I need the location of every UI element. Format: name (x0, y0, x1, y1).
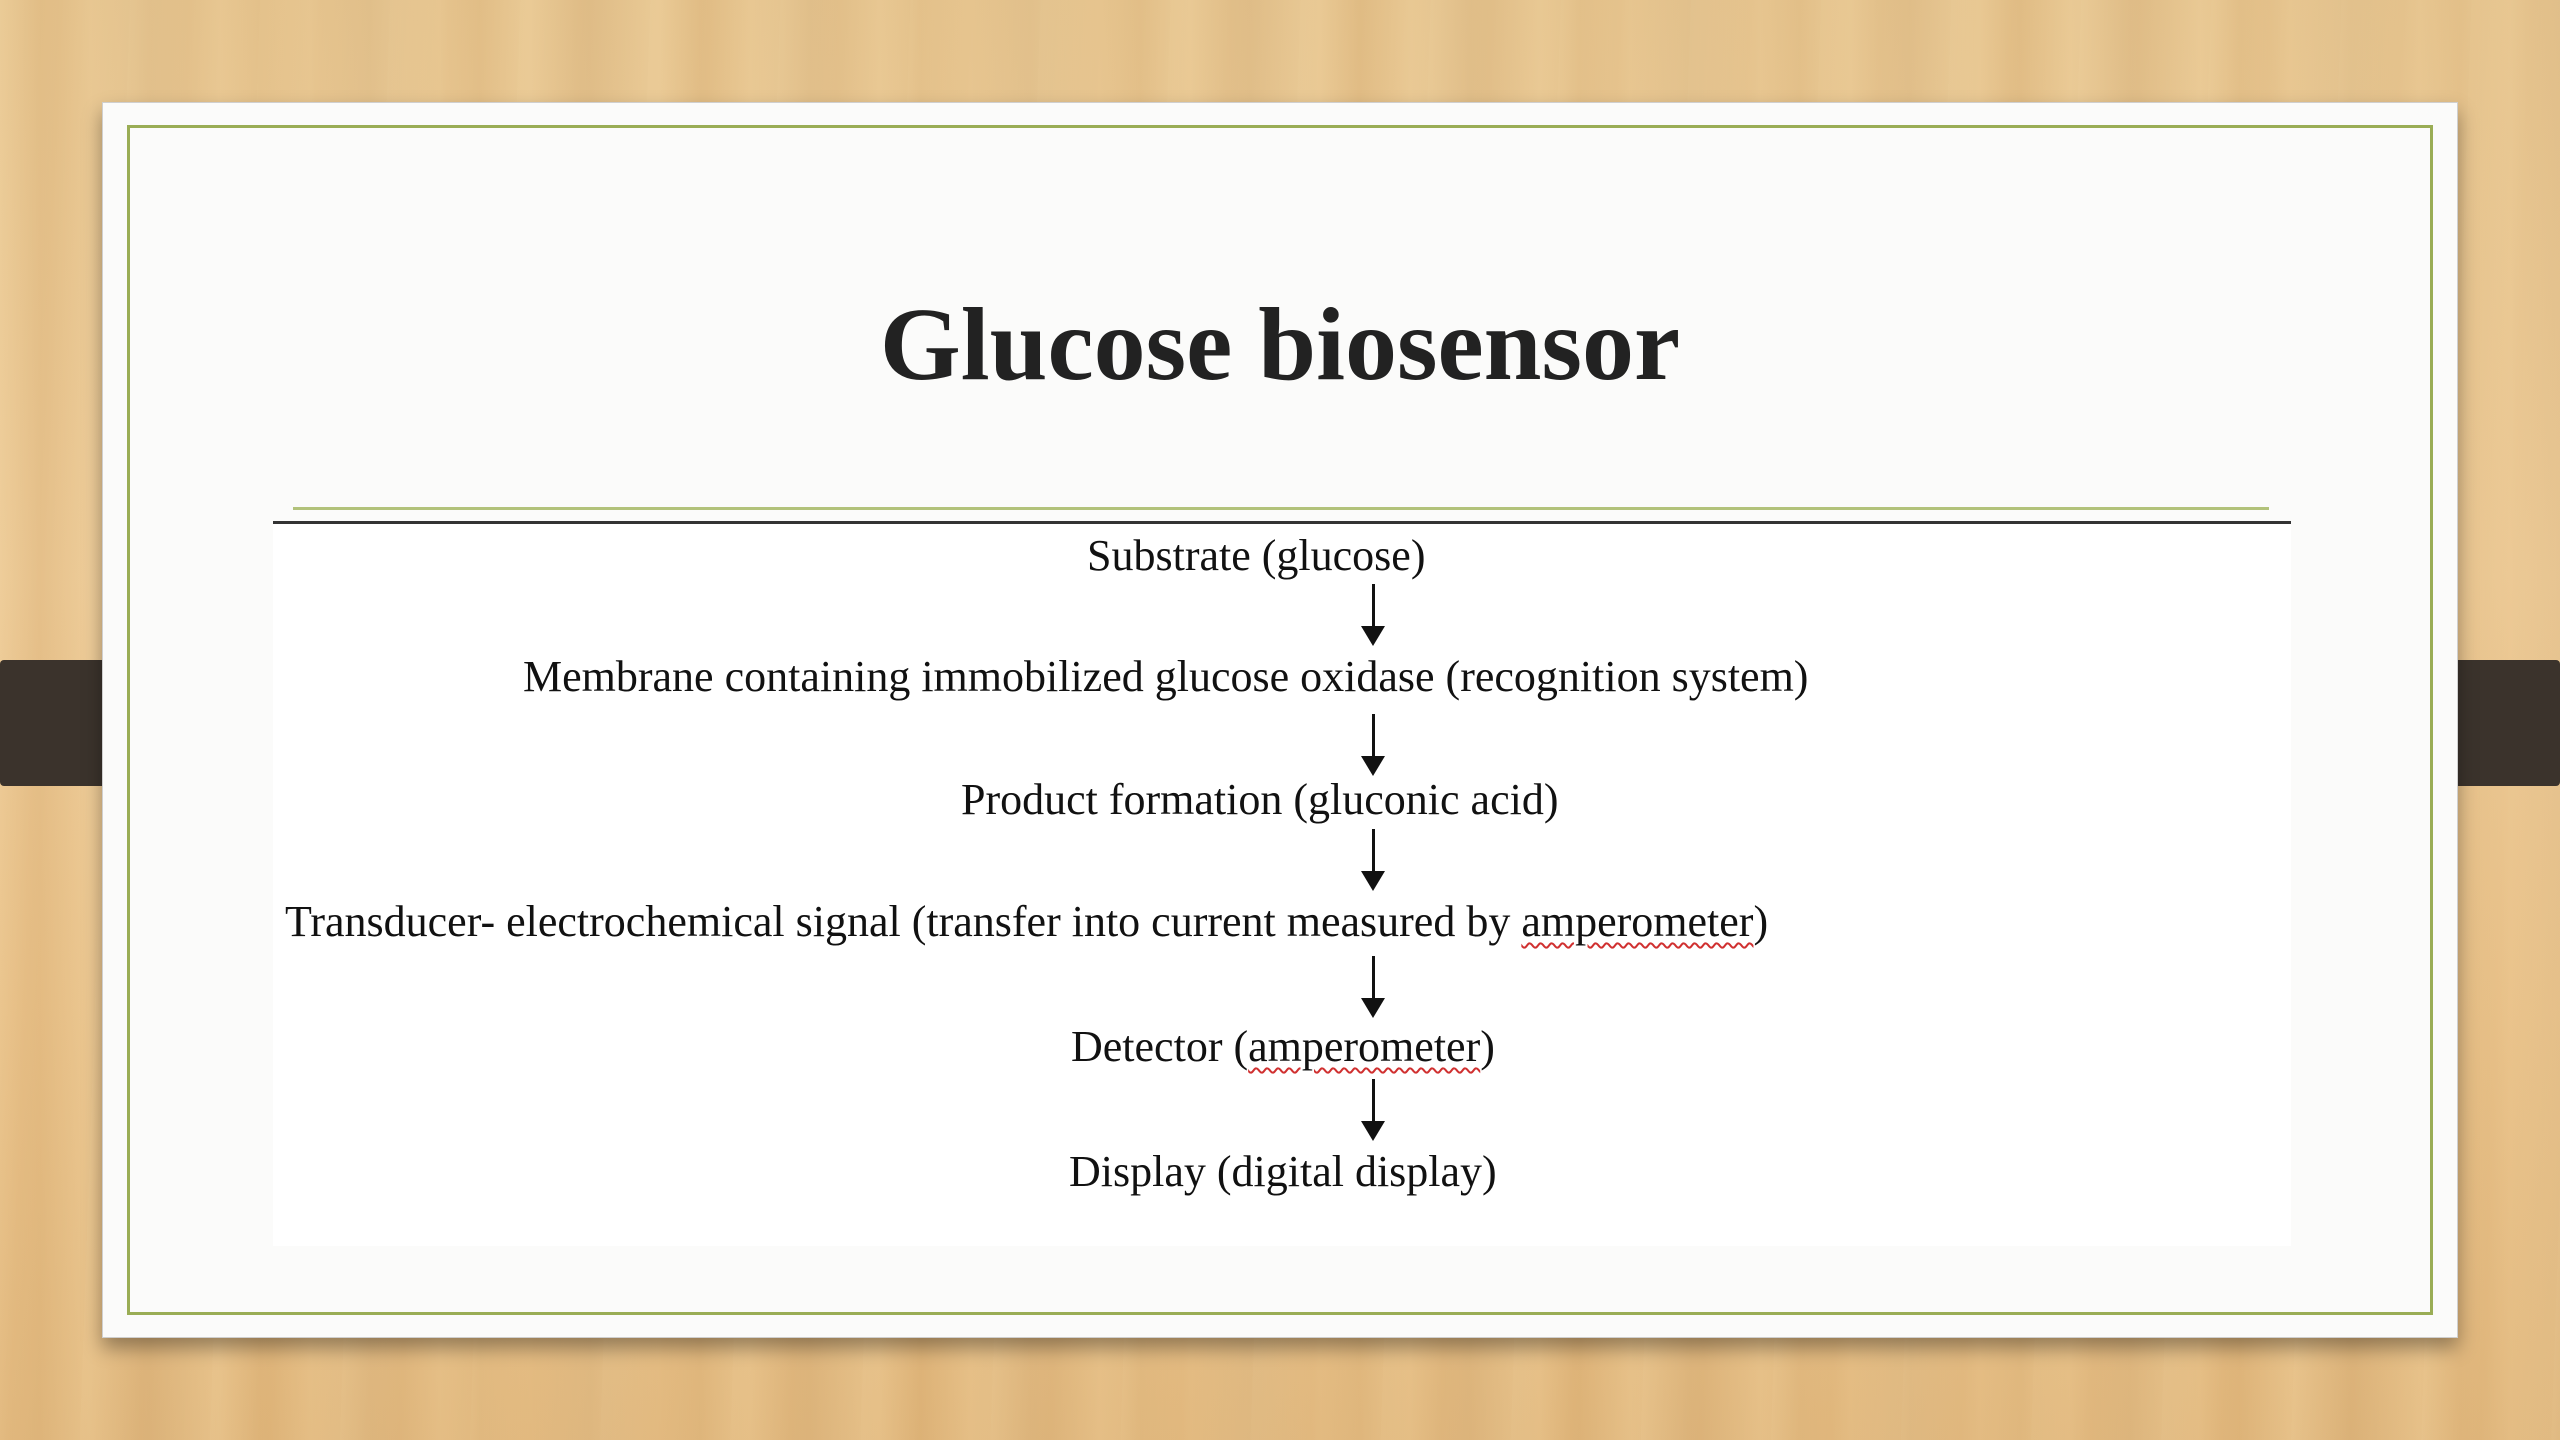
step-transducer-text: Transducer- electrochemical signal (transfer into current measured by (285, 897, 1522, 946)
slide-title: Glucose biosensor (879, 287, 1681, 402)
step-display: Display (digital display) (1069, 1147, 1497, 1196)
step-membrane: Membrane containing immobilized glucose oxidase (recognition system) (523, 652, 1809, 701)
spellcheck-flagged-word: amperometer (1248, 1022, 1481, 1071)
spellcheck-flagged-word: amperometer (1521, 897, 1754, 946)
slide (102, 102, 2458, 1338)
step-detector-text: Detector ( (1071, 1022, 1249, 1071)
arrow-down-icon (1358, 1079, 1388, 1141)
arrow-down-icon (1358, 829, 1388, 891)
step-product-formation: Product formation (gluconic acid) (961, 775, 1559, 824)
arrow-down-icon (1358, 584, 1388, 646)
step-transducer (285, 896, 1768, 948)
step-transducer-end: ) (1753, 897, 1769, 946)
arrow-down-icon (1358, 714, 1388, 776)
title-divider (293, 507, 2269, 510)
step-detector (1071, 1021, 1495, 1073)
step-substrate: Substrate (glucose) (1087, 531, 1426, 580)
flow-diagram (273, 521, 2291, 1246)
step-detector-end: ) (1480, 1022, 1495, 1071)
arrow-down-icon (1358, 956, 1388, 1018)
